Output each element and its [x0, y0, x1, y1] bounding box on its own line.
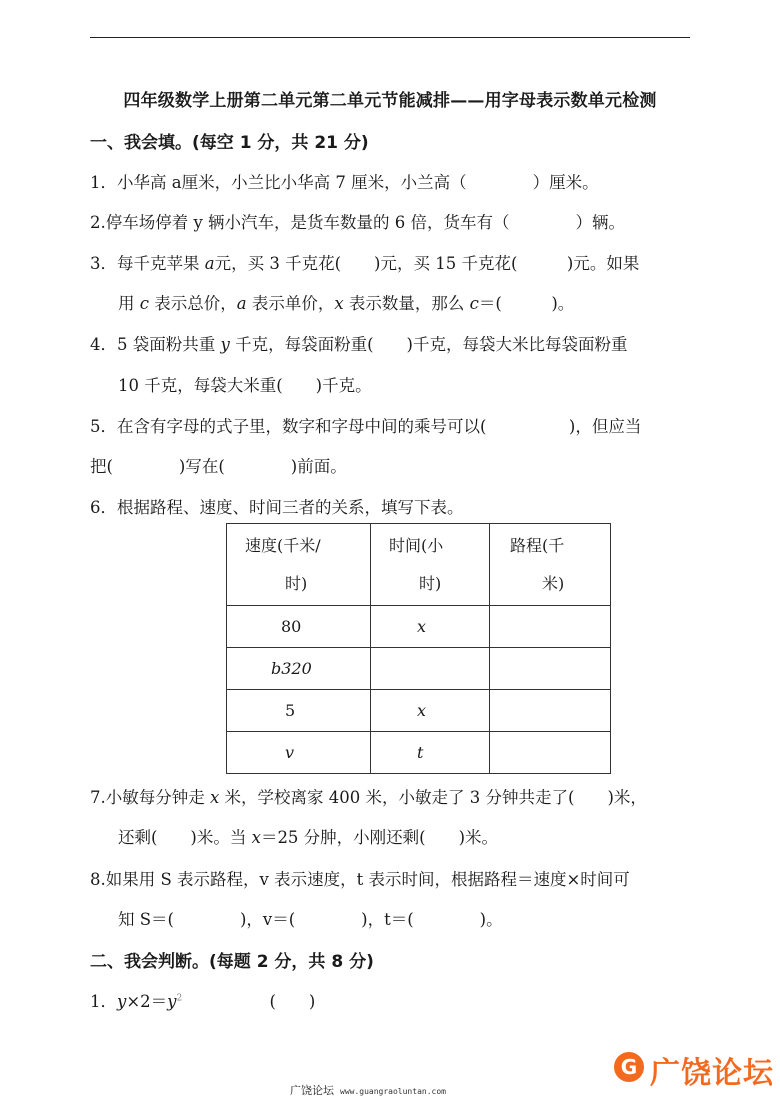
time-cell: x [371, 690, 490, 732]
question-6: 6．根据路程、速度、时间三者的关系，填写下表。 [90, 498, 464, 517]
distance-cell[interactable] [490, 732, 611, 774]
question-8-line-2: 知 S＝( )，v＝( )，t＝( )。 [118, 910, 503, 929]
site-logo [614, 1048, 774, 1094]
table-row [227, 690, 611, 732]
speed-time-distance-table [226, 523, 611, 774]
speed-cell: 5 [227, 690, 371, 732]
question-3-line-2: 用 c 表示总价，a 表示单价，x 表示数量，那么 c＝( )。 [118, 294, 575, 313]
question-7-line-2: 还剩( )米。当 x＝25 分肿，小刚还剩( )米。 [118, 828, 499, 847]
table-row [227, 648, 611, 690]
speed-cell: 80 [227, 606, 371, 648]
question-5-line-2: 把( )写在( )前面。 [90, 457, 347, 476]
question-4-line-1: 4．5 袋面粉共重 y 千克，每袋面粉重( )千克，每袋大米比每袋面粉重 [90, 335, 628, 354]
table-row [227, 732, 611, 774]
distance-cell[interactable] [490, 606, 611, 648]
table-row [227, 606, 611, 648]
speed-cell: v [227, 732, 371, 774]
speed-cell: b320 [227, 648, 371, 690]
footer-url: www.guangraoluntan.com [340, 1087, 446, 1096]
time-cell: t [371, 732, 490, 774]
question-5-line-1: 5．在含有字母的式子里，数字和字母中间的乘号可以( )，但应当 [90, 417, 642, 436]
time-cell[interactable] [371, 648, 490, 690]
question-4-line-2: 10 千克，每袋大米重( )千克。 [118, 376, 372, 395]
logo-mark-icon: G [614, 1052, 644, 1082]
question-8-line-1: 8.如果用 S 表示路程，v 表示速度，t 表示时间，根据路程＝速度×时间可 [90, 870, 630, 889]
page-title: 四年级数学上册第二单元第二单元节能减排——用字母表示数单元检测 [123, 91, 657, 111]
footer-site-name: 广饶论坛 [290, 1084, 334, 1097]
question-3-line-1: 3．每千克苹果 a元，买 3 千克花( )元，买 15 千克花( )元。如果 [90, 254, 640, 273]
question-2: 2.停车场停着 y 辆小汽车，是货车数量的 6 倍，货车有（ ）辆。 [90, 213, 626, 232]
judge-answer-blank[interactable]: ( ) [269, 992, 316, 1011]
footer [290, 1082, 446, 1098]
time-cell: x [371, 606, 490, 648]
judge-question-1: 1．$y\times 2=y^2$ ( ) [90, 992, 316, 1011]
distance-cell[interactable] [490, 648, 611, 690]
table-header-row [227, 524, 611, 606]
header-speed: 速度(千米/ 时) [227, 524, 371, 606]
top-rule [90, 37, 690, 38]
section-heading-fill-in: 一、我会填。(每空 1 分，共 21 分) [90, 133, 369, 153]
section-heading-judge: 二、我会判断。(每题 2 分，共 8 分) [90, 952, 374, 972]
header-distance: 路程(千 米) [490, 524, 611, 606]
logo-text: 广饶论坛 [650, 1056, 774, 1091]
distance-cell[interactable] [490, 690, 611, 732]
question-7-line-1: 7.小敏每分钟走 x 米，学校离家 400 米，小敏走了 3 分钟共走了( )米， [90, 788, 647, 807]
header-time: 时间(小 时) [371, 524, 490, 606]
question-1: 1．小华高 a厘米，小兰比小华高 7 厘米，小兰高（ ）厘米。 [90, 173, 599, 192]
